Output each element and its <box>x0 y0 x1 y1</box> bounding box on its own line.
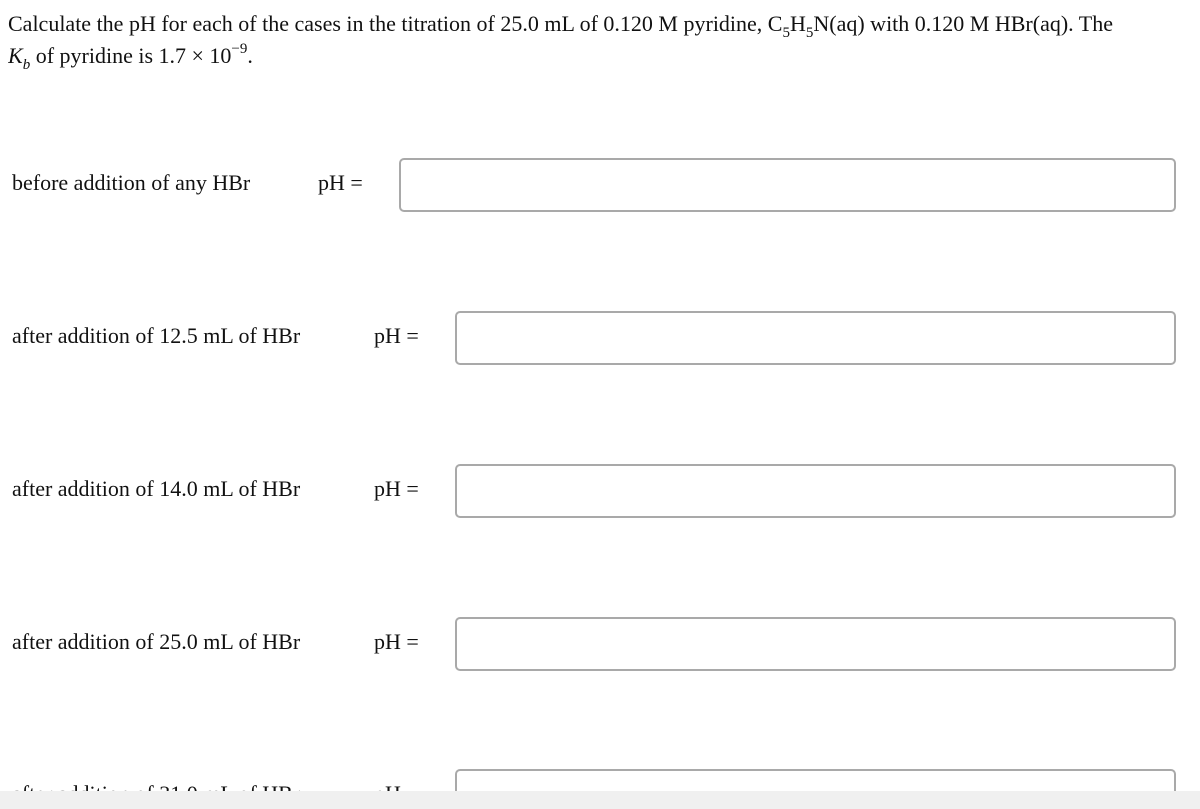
question-line-1-text: Calculate the pH for each of the cases in the titration of 25.0 mL of 0.120 M pyridine, C <box>8 11 783 36</box>
kb-exponent: −9 <box>231 41 248 57</box>
case-label: after addition of 12.5 mL of HBr <box>12 323 301 348</box>
bottom-scroll-bar <box>0 791 1200 809</box>
case-row-12-5-ml <box>0 311 1200 369</box>
kb-symbol: K <box>8 43 23 68</box>
subscript-carbon-count: 5 <box>782 25 790 41</box>
question-line-1-end: N(aq) with 0.120 M HBr(aq). The <box>813 11 1113 36</box>
ph-label: pH = <box>374 323 419 348</box>
question-text <box>8 8 1200 72</box>
ph-answer-input[interactable] <box>455 617 1176 671</box>
question-line-2-text: of pyridine is 1.7 × 10 <box>30 43 232 68</box>
hydrogen-symbol: H <box>789 11 806 36</box>
case-label: before addition of any HBr <box>12 170 251 195</box>
case-label: after addition of 14.0 mL of HBr <box>12 476 301 501</box>
question-line-1 <box>8 8 1200 40</box>
ph-label: pH = <box>318 170 363 195</box>
ph-answer-input[interactable] <box>455 464 1176 518</box>
case-row-25-0-ml <box>0 617 1200 675</box>
ph-label: pH = <box>374 476 419 501</box>
ph-label: pH = <box>374 629 419 654</box>
question-line-2-end: . <box>247 43 253 68</box>
kb-subscript: b <box>22 57 31 72</box>
case-row-before-addition <box>0 158 1200 216</box>
question-line-2 <box>8 40 1200 72</box>
case-row-14-0-ml <box>0 464 1200 522</box>
case-label: after addition of 25.0 mL of HBr <box>12 629 301 654</box>
subscript-hydrogen-count: 5 <box>805 25 814 41</box>
ph-answer-input[interactable] <box>455 311 1176 365</box>
ph-answer-input[interactable] <box>399 158 1176 212</box>
